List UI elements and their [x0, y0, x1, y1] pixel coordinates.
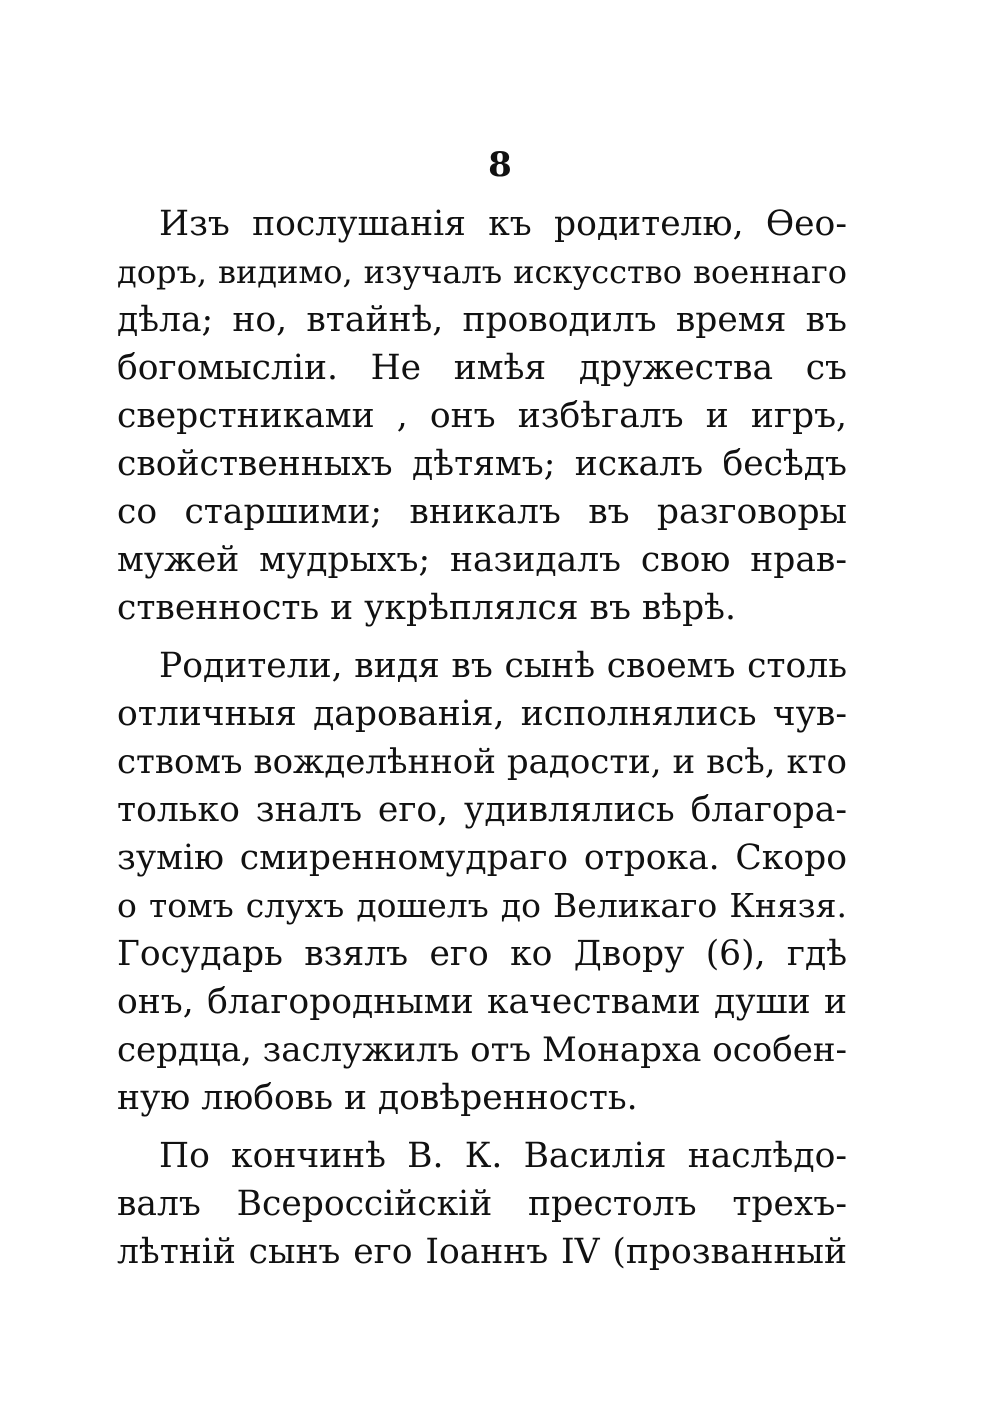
paragraph-3: [117, 1132, 847, 1276]
text-line: ственность и укрѣплялся въ вѣрѣ.: [117, 588, 736, 628]
text-line: зумію смиренномудраго отрока. Скоро: [117, 838, 847, 878]
text-line: сверстниками , онъ избѣгалъ и игръ,: [117, 396, 847, 436]
text-line: сердца, заслужилъ отъ Монарха особен-: [117, 1030, 847, 1070]
text-line: свойственныхъ дѣтямъ; искалъ бесѣдъ: [117, 444, 847, 484]
text-line: богомысліи. Не имѣя дружества съ: [117, 348, 847, 388]
text-line: отличныя дарованія, исполнялись чув-: [117, 694, 847, 734]
text-line: По кончинѣ В. К. Василія наслѣдо-: [159, 1136, 847, 1176]
paragraph-2: [117, 642, 847, 1122]
text-line: лѣтній сынъ его Іоаннъ IV (прозванный: [117, 1232, 847, 1272]
text-line: валъ Всероссійскій престолъ трехъ-: [117, 1184, 847, 1224]
text-line: Изъ послушанія къ родителю, Ѳео-: [159, 204, 847, 244]
text-line: ствомъ вожделѣнной радости, и всѣ, кто: [117, 742, 847, 782]
page-number: 8: [488, 145, 512, 185]
text-line: дѣла; но, втайнѣ, проводилъ время въ: [117, 300, 847, 340]
text-line: только зналъ его, удивлялись благора-: [117, 790, 847, 830]
text-line: мужей мудрыхъ; назидалъ свою нрав-: [117, 540, 847, 580]
text-line: Родители, видя въ сынѣ своемъ столь: [159, 646, 847, 686]
text-line: доръ, видимо, изучалъ искусство военнаго: [117, 253, 847, 291]
text-line: ную любовь и довѣренность.: [117, 1078, 638, 1118]
paragraph-1: [117, 200, 847, 632]
text-line: о томъ слухъ дошелъ до Великаго Князя.: [117, 886, 847, 925]
text-line: со старшими; вникалъ въ разговоры: [117, 492, 847, 532]
text-line: онъ, благородными качествами души и: [117, 982, 847, 1022]
text-line: Государь взялъ его ко Двору (6), гдѣ: [117, 934, 847, 974]
